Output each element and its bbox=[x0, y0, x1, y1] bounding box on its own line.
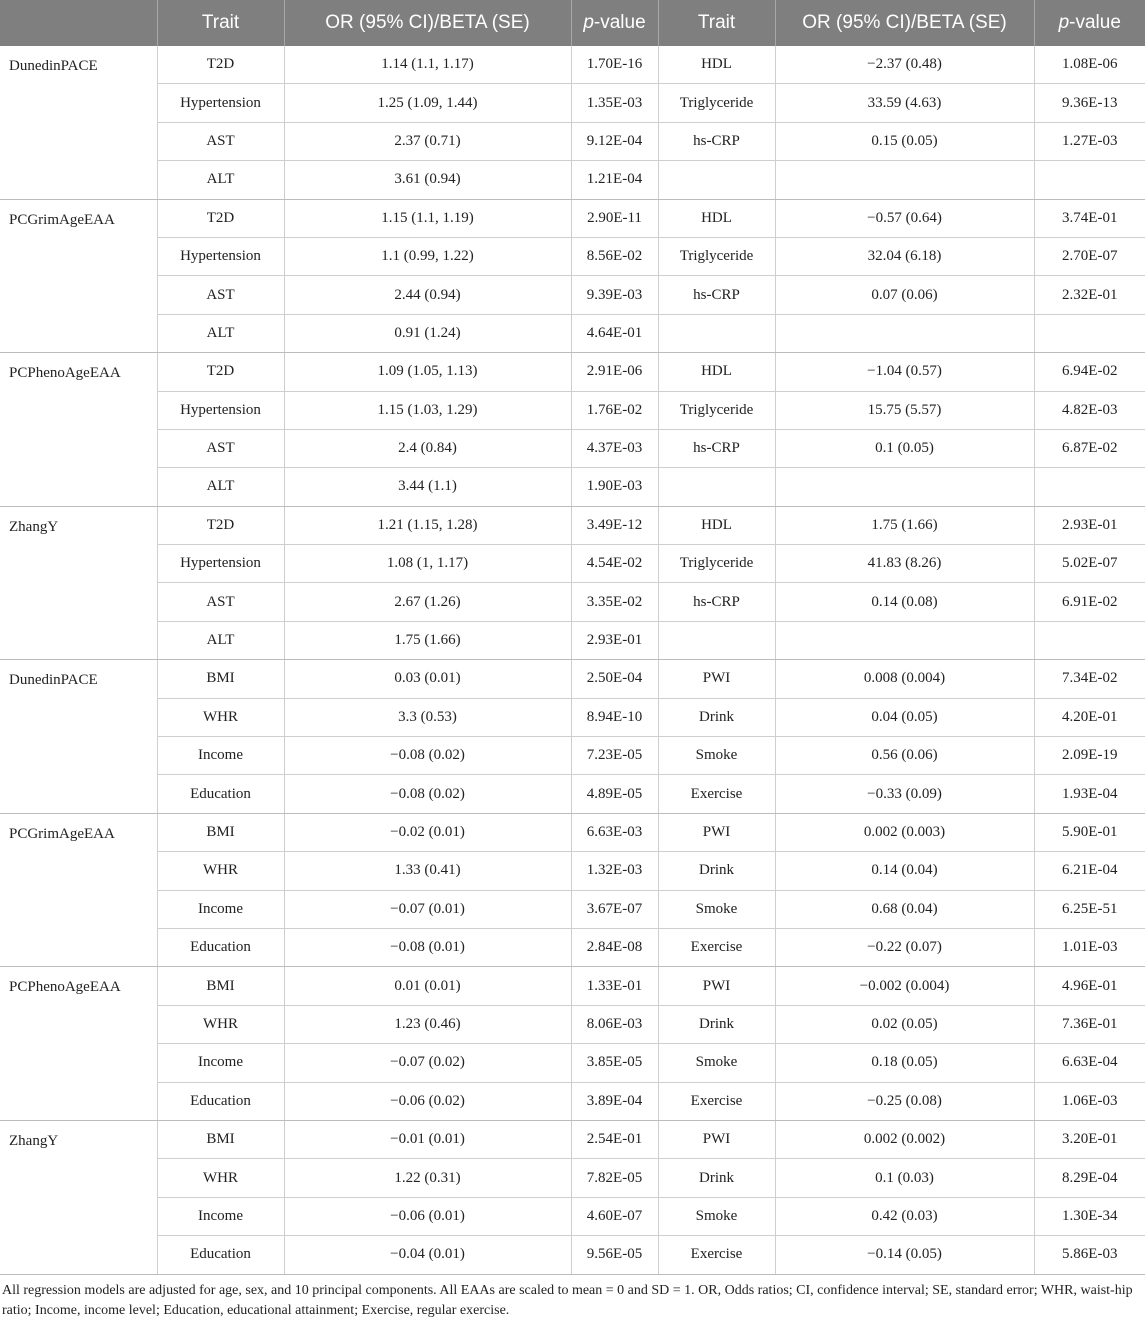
pvalue-left-cell: 4.54E-02 bbox=[571, 545, 658, 583]
trait-right-cell: HDL bbox=[658, 46, 775, 84]
trait-left-cell: AST bbox=[157, 276, 284, 314]
table-row bbox=[0, 967, 1145, 1005]
pvalue-left-cell: 1.90E-03 bbox=[571, 468, 658, 506]
trait-right-cell: hs-CRP bbox=[658, 429, 775, 467]
table-row bbox=[0, 775, 1145, 813]
table-row bbox=[0, 84, 1145, 122]
effect-left-cell: −0.07 (0.01) bbox=[284, 890, 571, 928]
effect-left-cell: −0.08 (0.02) bbox=[284, 737, 571, 775]
effect-right-cell: 0.008 (0.004) bbox=[775, 660, 1034, 698]
pvalue-left-cell: 9.56E-05 bbox=[571, 1236, 658, 1274]
trait-left-cell: T2D bbox=[157, 46, 284, 84]
effect-right-cell: −0.25 (0.08) bbox=[775, 1082, 1034, 1120]
pvalue-left-cell: 4.60E-07 bbox=[571, 1197, 658, 1235]
pvalue-right-cell: 6.25E-51 bbox=[1034, 890, 1145, 928]
table-row bbox=[0, 1005, 1145, 1043]
trait-right-cell: Drink bbox=[658, 1005, 775, 1043]
table-row bbox=[0, 890, 1145, 928]
effect-left-cell: −0.04 (0.01) bbox=[284, 1236, 571, 1274]
pvalue-left-cell: 3.35E-02 bbox=[571, 583, 658, 621]
trait-right-cell: PWI bbox=[658, 1120, 775, 1158]
effect-right-cell: 0.14 (0.08) bbox=[775, 583, 1034, 621]
pvalue-right-cell bbox=[1034, 468, 1145, 506]
trait-right-cell: Exercise bbox=[658, 928, 775, 966]
trait-left-cell: T2D bbox=[157, 199, 284, 237]
model-name: PCGrimAgeEAA bbox=[0, 813, 157, 967]
effect-right-cell bbox=[775, 314, 1034, 352]
effect-right-cell: −1.04 (0.57) bbox=[775, 353, 1034, 391]
trait-left-cell: Education bbox=[157, 1236, 284, 1274]
pvalue-right-cell bbox=[1034, 314, 1145, 352]
trait-left-cell: AST bbox=[157, 429, 284, 467]
pvalue-right-cell: 6.87E-02 bbox=[1034, 429, 1145, 467]
table-row bbox=[0, 276, 1145, 314]
trait-right-cell: Triglyceride bbox=[658, 237, 775, 275]
effect-right-cell: −0.14 (0.05) bbox=[775, 1236, 1034, 1274]
pvalue-left-cell: 2.54E-01 bbox=[571, 1120, 658, 1158]
effect-right-cell: −0.33 (0.09) bbox=[775, 775, 1034, 813]
table-row bbox=[0, 1197, 1145, 1235]
trait-left-cell: Hypertension bbox=[157, 545, 284, 583]
pvalue-right-cell: 3.74E-01 bbox=[1034, 199, 1145, 237]
effect-left-cell: −0.06 (0.01) bbox=[284, 1197, 571, 1235]
table-footnote: All regression models are adjusted for age, sex, and 10 principal components. All EAAs are scaled to mean = 0 and SD = 1. OR, Odds ratios; CI, confidence interval; SE, standard error; WHR, waist-hip ratio; Income, income level; Education, educational attainment; Exercise, regular exercise. bbox=[2, 1282, 1133, 1318]
pvalue-right-cell: 1.93E-04 bbox=[1034, 775, 1145, 813]
trait-left-cell: T2D bbox=[157, 353, 284, 391]
pvalue-right-cell: 6.63E-04 bbox=[1034, 1044, 1145, 1082]
pvalue-left-cell: 1.35E-03 bbox=[571, 84, 658, 122]
effect-right-cell: 0.07 (0.06) bbox=[775, 276, 1034, 314]
pvalue-right-cell: 8.29E-04 bbox=[1034, 1159, 1145, 1197]
header-effect-right: OR (95% CI)/BETA (SE) bbox=[775, 0, 1034, 46]
effect-left-cell: 1.15 (1.1, 1.19) bbox=[284, 199, 571, 237]
table-row bbox=[0, 429, 1145, 467]
model-name: DunedinPACE bbox=[0, 46, 157, 199]
table-row bbox=[0, 161, 1145, 199]
effect-left-cell: 3.3 (0.53) bbox=[284, 698, 571, 736]
pvalue-right-cell: 5.02E-07 bbox=[1034, 545, 1145, 583]
effect-left-cell: 1.08 (1, 1.17) bbox=[284, 545, 571, 583]
trait-left-cell: Income bbox=[157, 737, 284, 775]
table-row bbox=[0, 199, 1145, 237]
model-name: ZhangY bbox=[0, 1120, 157, 1274]
pvalue-left-cell: 4.64E-01 bbox=[571, 314, 658, 352]
effect-right-cell: 0.002 (0.003) bbox=[775, 813, 1034, 851]
trait-right-cell: Drink bbox=[658, 1159, 775, 1197]
table-row bbox=[0, 660, 1145, 698]
trait-right-cell: hs-CRP bbox=[658, 122, 775, 160]
trait-left-cell: ALT bbox=[157, 161, 284, 199]
table-row bbox=[0, 583, 1145, 621]
pvalue-left-cell: 1.76E-02 bbox=[571, 391, 658, 429]
effect-right-cell: 0.56 (0.06) bbox=[775, 737, 1034, 775]
pvalue-right-cell: 1.06E-03 bbox=[1034, 1082, 1145, 1120]
pvalue-left-cell: 3.67E-07 bbox=[571, 890, 658, 928]
pvalue-left-cell: 9.39E-03 bbox=[571, 276, 658, 314]
effect-left-cell: 1.14 (1.1, 1.17) bbox=[284, 46, 571, 84]
pvalue-right-cell: 6.91E-02 bbox=[1034, 583, 1145, 621]
effect-right-cell: 41.83 (8.26) bbox=[775, 545, 1034, 583]
effect-left-cell: 1.25 (1.09, 1.44) bbox=[284, 84, 571, 122]
trait-left-cell: WHR bbox=[157, 1005, 284, 1043]
table-row bbox=[0, 353, 1145, 391]
effect-left-cell: −0.06 (0.02) bbox=[284, 1082, 571, 1120]
table-row bbox=[0, 1236, 1145, 1274]
table-header bbox=[0, 0, 1145, 46]
table-row bbox=[0, 391, 1145, 429]
effect-left-cell: 0.01 (0.01) bbox=[284, 967, 571, 1005]
trait-left-cell: Hypertension bbox=[157, 84, 284, 122]
pvalue-right-cell: 4.20E-01 bbox=[1034, 698, 1145, 736]
trait-left-cell: Income bbox=[157, 1197, 284, 1235]
pvalue-left-cell: 2.90E-11 bbox=[571, 199, 658, 237]
trait-left-cell: Education bbox=[157, 928, 284, 966]
table-row bbox=[0, 545, 1145, 583]
trait-right-cell: Drink bbox=[658, 698, 775, 736]
pvalue-right-cell bbox=[1034, 161, 1145, 199]
trait-right-cell: Triglyceride bbox=[658, 391, 775, 429]
trait-left-cell: Education bbox=[157, 1082, 284, 1120]
effect-left-cell: 2.44 (0.94) bbox=[284, 276, 571, 314]
trait-right-cell: hs-CRP bbox=[658, 583, 775, 621]
effect-left-cell: 2.67 (1.26) bbox=[284, 583, 571, 621]
trait-right-cell: Smoke bbox=[658, 890, 775, 928]
trait-right-cell bbox=[658, 161, 775, 199]
model-name: DunedinPACE bbox=[0, 660, 157, 814]
trait-right-cell: HDL bbox=[658, 199, 775, 237]
effect-right-cell: 33.59 (4.63) bbox=[775, 84, 1034, 122]
pvalue-left-cell: 4.89E-05 bbox=[571, 775, 658, 813]
trait-left-cell: BMI bbox=[157, 967, 284, 1005]
effect-left-cell: 0.91 (1.24) bbox=[284, 314, 571, 352]
effect-right-cell: 0.14 (0.04) bbox=[775, 852, 1034, 890]
effect-right-cell: 0.002 (0.002) bbox=[775, 1120, 1034, 1158]
table-row bbox=[0, 928, 1145, 966]
effect-right-cell: −0.57 (0.64) bbox=[775, 199, 1034, 237]
effect-left-cell: −0.08 (0.02) bbox=[284, 775, 571, 813]
pvalue-right-cell: 4.96E-01 bbox=[1034, 967, 1145, 1005]
pvalue-right-cell: 5.86E-03 bbox=[1034, 1236, 1145, 1274]
trait-left-cell: ALT bbox=[157, 314, 284, 352]
pvalue-right-cell: 2.70E-07 bbox=[1034, 237, 1145, 275]
table-row bbox=[0, 314, 1145, 352]
trait-right-cell: Exercise bbox=[658, 1236, 775, 1274]
trait-left-cell: Education bbox=[157, 775, 284, 813]
effect-right-cell: 15.75 (5.57) bbox=[775, 391, 1034, 429]
pvalue-left-cell: 8.56E-02 bbox=[571, 237, 658, 275]
pvalue-right-cell: 6.94E-02 bbox=[1034, 353, 1145, 391]
pvalue-right-cell: 2.32E-01 bbox=[1034, 276, 1145, 314]
table-row bbox=[0, 737, 1145, 775]
table-row bbox=[0, 1120, 1145, 1158]
table-row bbox=[0, 813, 1145, 851]
model-name: PCPhenoAgeEAA bbox=[0, 967, 157, 1121]
effect-right-cell bbox=[775, 621, 1034, 659]
pvalue-right-cell: 1.27E-03 bbox=[1034, 122, 1145, 160]
effect-left-cell: 1.23 (0.46) bbox=[284, 1005, 571, 1043]
pvalue-left-cell: 3.49E-12 bbox=[571, 506, 658, 544]
pvalue-left-cell: 4.37E-03 bbox=[571, 429, 658, 467]
trait-left-cell: BMI bbox=[157, 1120, 284, 1158]
trait-left-cell: AST bbox=[157, 583, 284, 621]
trait-right-cell bbox=[658, 468, 775, 506]
pvalue-right-cell: 2.93E-01 bbox=[1034, 506, 1145, 544]
trait-left-cell: T2D bbox=[157, 506, 284, 544]
pvalue-right-cell: 5.90E-01 bbox=[1034, 813, 1145, 851]
pvalue-left-cell: 6.63E-03 bbox=[571, 813, 658, 851]
pvalue-right-cell: 1.08E-06 bbox=[1034, 46, 1145, 84]
table-row bbox=[0, 698, 1145, 736]
trait-right-cell: hs-CRP bbox=[658, 276, 775, 314]
effect-left-cell: 0.03 (0.01) bbox=[284, 660, 571, 698]
effect-right-cell: 0.68 (0.04) bbox=[775, 890, 1034, 928]
pvalue-left-cell: 3.89E-04 bbox=[571, 1082, 658, 1120]
effect-left-cell: −0.01 (0.01) bbox=[284, 1120, 571, 1158]
pvalue-left-cell: 1.32E-03 bbox=[571, 852, 658, 890]
trait-left-cell: Hypertension bbox=[157, 237, 284, 275]
effect-right-cell: 0.1 (0.05) bbox=[775, 429, 1034, 467]
pvalue-left-cell: 7.82E-05 bbox=[571, 1159, 658, 1197]
effect-left-cell: 1.09 (1.05, 1.13) bbox=[284, 353, 571, 391]
pvalue-left-cell: 2.93E-01 bbox=[571, 621, 658, 659]
pvalue-right-cell: 7.34E-02 bbox=[1034, 660, 1145, 698]
pvalue-right-cell: 9.36E-13 bbox=[1034, 84, 1145, 122]
pvalue-left-cell: 2.91E-06 bbox=[571, 353, 658, 391]
table-row bbox=[0, 122, 1145, 160]
trait-left-cell: ALT bbox=[157, 468, 284, 506]
trait-right-cell: Triglyceride bbox=[658, 545, 775, 583]
pvalue-right-cell: 4.82E-03 bbox=[1034, 391, 1145, 429]
effect-left-cell: −0.07 (0.02) bbox=[284, 1044, 571, 1082]
effect-left-cell: 1.1 (0.99, 1.22) bbox=[284, 237, 571, 275]
effect-left-cell: 2.4 (0.84) bbox=[284, 429, 571, 467]
trait-left-cell: Income bbox=[157, 1044, 284, 1082]
trait-left-cell: Income bbox=[157, 890, 284, 928]
header-pvalue-right: p-value bbox=[1034, 0, 1145, 46]
trait-left-cell: ALT bbox=[157, 621, 284, 659]
effect-right-cell: 0.15 (0.05) bbox=[775, 122, 1034, 160]
table-row bbox=[0, 237, 1145, 275]
header-trait-right: Trait bbox=[658, 0, 775, 46]
trait-left-cell: WHR bbox=[157, 698, 284, 736]
pvalue-right-cell bbox=[1034, 621, 1145, 659]
trait-left-cell: WHR bbox=[157, 852, 284, 890]
table-row bbox=[0, 506, 1145, 544]
trait-right-cell: PWI bbox=[658, 967, 775, 1005]
pvalue-left-cell: 9.12E-04 bbox=[571, 122, 658, 160]
effect-left-cell: 3.61 (0.94) bbox=[284, 161, 571, 199]
trait-right-cell bbox=[658, 314, 775, 352]
table-row bbox=[0, 468, 1145, 506]
effect-right-cell: 32.04 (6.18) bbox=[775, 237, 1034, 275]
model-name: PCGrimAgeEAA bbox=[0, 199, 157, 353]
trait-right-cell: Drink bbox=[658, 852, 775, 890]
pvalue-right-cell: 6.21E-04 bbox=[1034, 852, 1145, 890]
trait-right-cell: HDL bbox=[658, 353, 775, 391]
effect-right-cell: 1.75 (1.66) bbox=[775, 506, 1034, 544]
trait-right-cell: PWI bbox=[658, 660, 775, 698]
header-trait-left: Trait bbox=[157, 0, 284, 46]
trait-left-cell: Hypertension bbox=[157, 391, 284, 429]
trait-right-cell: Smoke bbox=[658, 737, 775, 775]
table-row bbox=[0, 46, 1145, 84]
pvalue-left-cell: 2.84E-08 bbox=[571, 928, 658, 966]
table-row bbox=[0, 621, 1145, 659]
trait-left-cell: AST bbox=[157, 122, 284, 160]
effect-right-cell: 0.1 (0.03) bbox=[775, 1159, 1034, 1197]
model-name: ZhangY bbox=[0, 506, 157, 660]
effect-right-cell: −2.37 (0.48) bbox=[775, 46, 1034, 84]
trait-right-cell: Smoke bbox=[658, 1197, 775, 1235]
effect-right-cell: −0.22 (0.07) bbox=[775, 928, 1034, 966]
pvalue-left-cell: 1.21E-04 bbox=[571, 161, 658, 199]
pvalue-right-cell: 1.30E-34 bbox=[1034, 1197, 1145, 1235]
effect-left-cell: 1.15 (1.03, 1.29) bbox=[284, 391, 571, 429]
table-row bbox=[0, 1082, 1145, 1120]
effect-left-cell: 1.33 (0.41) bbox=[284, 852, 571, 890]
effect-left-cell: −0.08 (0.01) bbox=[284, 928, 571, 966]
effect-right-cell bbox=[775, 468, 1034, 506]
pvalue-right-cell: 3.20E-01 bbox=[1034, 1120, 1145, 1158]
pvalue-left-cell: 8.94E-10 bbox=[571, 698, 658, 736]
table-row bbox=[0, 852, 1145, 890]
effect-right-cell: 0.04 (0.05) bbox=[775, 698, 1034, 736]
trait-right-cell bbox=[658, 621, 775, 659]
pvalue-left-cell: 7.23E-05 bbox=[571, 737, 658, 775]
model-name: PCPhenoAgeEAA bbox=[0, 353, 157, 507]
pvalue-right-cell: 7.36E-01 bbox=[1034, 1005, 1145, 1043]
table-row bbox=[0, 1159, 1145, 1197]
pvalue-left-cell: 8.06E-03 bbox=[571, 1005, 658, 1043]
effect-left-cell: −0.02 (0.01) bbox=[284, 813, 571, 851]
header-effect-left: OR (95% CI)/BETA (SE) bbox=[284, 0, 571, 46]
effect-right-cell: 0.02 (0.05) bbox=[775, 1005, 1034, 1043]
pvalue-left-cell: 2.50E-04 bbox=[571, 660, 658, 698]
trait-left-cell: BMI bbox=[157, 813, 284, 851]
trait-right-cell: Exercise bbox=[658, 775, 775, 813]
pvalue-left-cell: 1.70E-16 bbox=[571, 46, 658, 84]
effect-right-cell: 0.42 (0.03) bbox=[775, 1197, 1034, 1235]
effect-left-cell: 1.21 (1.15, 1.28) bbox=[284, 506, 571, 544]
effect-left-cell: 1.75 (1.66) bbox=[284, 621, 571, 659]
trait-right-cell: Exercise bbox=[658, 1082, 775, 1120]
effect-right-cell: −0.002 (0.004) bbox=[775, 967, 1034, 1005]
pvalue-left-cell: 1.33E-01 bbox=[571, 967, 658, 1005]
effect-right-cell bbox=[775, 161, 1034, 199]
pvalue-left-cell: 3.85E-05 bbox=[571, 1044, 658, 1082]
trait-right-cell: Smoke bbox=[658, 1044, 775, 1082]
trait-right-cell: PWI bbox=[658, 813, 775, 851]
table-body bbox=[0, 46, 1145, 1274]
table-row bbox=[0, 1044, 1145, 1082]
effect-left-cell: 2.37 (0.71) bbox=[284, 122, 571, 160]
trait-left-cell: BMI bbox=[157, 660, 284, 698]
header-model bbox=[0, 0, 157, 46]
effect-left-cell: 3.44 (1.1) bbox=[284, 468, 571, 506]
trait-right-cell: HDL bbox=[658, 506, 775, 544]
trait-left-cell: WHR bbox=[157, 1159, 284, 1197]
trait-right-cell: Triglyceride bbox=[658, 84, 775, 122]
effect-left-cell: 1.22 (0.31) bbox=[284, 1159, 571, 1197]
effect-right-cell: 0.18 (0.05) bbox=[775, 1044, 1034, 1082]
pvalue-right-cell: 1.01E-03 bbox=[1034, 928, 1145, 966]
header-pvalue-left: p-value bbox=[571, 0, 658, 46]
pvalue-right-cell: 2.09E-19 bbox=[1034, 737, 1145, 775]
